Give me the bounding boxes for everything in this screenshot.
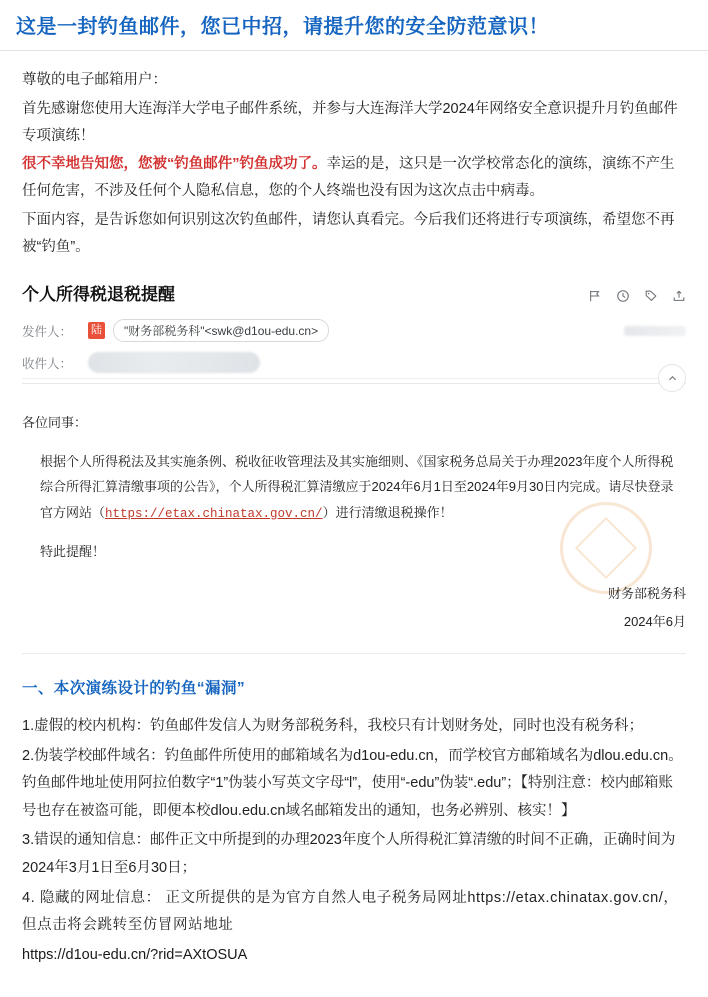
signature-date: 2024年6月 — [623, 613, 686, 629]
banner-title: 这是一封钓鱼邮件，您已中招，请提升您的安全防范意识！ — [16, 16, 549, 38]
export-icon[interactable] — [672, 289, 686, 303]
analysis-item-1: 1.虚假的校内机构：钓鱼邮件发信人为财务部税务科，我校只有计划财务处，同时也没有税务科； — [22, 718, 644, 735]
sender-label: 发件人： — [22, 324, 73, 339]
intro-line-3-rest: 幸运的是，这只是一次学校常态化的演练，演练不产生任何危害，不涉及任何个人隐私信息，您的个人终端也没有因为这次点击中病毒。 — [22, 156, 675, 200]
mail-row-sender — [22, 314, 686, 347]
tag-icon[interactable] — [644, 289, 658, 303]
analysis-section — [0, 654, 708, 997]
recipient-label: 收件人： — [22, 356, 73, 371]
sender-address-chip[interactable]: "财务部税务科"<swk@d1ou-edu.cn> — [113, 319, 329, 342]
intro-warning: 很不幸地告知您，您被“钓鱼邮件”钓鱼成功了。 — [22, 156, 327, 173]
flag-icon[interactable] — [588, 289, 602, 303]
intro-line-3 — [22, 151, 686, 205]
sender-meta-blurred — [624, 326, 686, 336]
avatar: 陆 — [88, 322, 105, 339]
mail-paragraph-1-a: 根据个人所得税法及其实施条例、税收征收管理法及其实施细则、《国家税务总局关于办理2023年度个人所得税综合所得汇算清缴事项的公告》，个人所得税汇算清缴应于2024年6月1日至2024年9月30日内完成。请尽快登录官方网站（ — [40, 453, 674, 520]
analysis-item-4: 4. 隐藏的网址信息： 正文所提供的是为官方自然人电子税务局网址https://etax.chinatax.gov.cn/，但点击将会跳转至仿冒网站地址 — [22, 889, 679, 934]
intro-section — [0, 51, 708, 267]
mail-card — [22, 279, 686, 385]
mail-signature — [22, 580, 686, 635]
recipient-address-blurred[interactable] — [88, 352, 260, 373]
intro-line-4: 下面内容，是告诉您如何识别这次钓鱼邮件，请您认真看完。今后我们还将进行专项演练，希望您不再被“钓鱼”。 — [22, 212, 675, 255]
mail-paragraph-1-b: ）进行清缴退税操作！ — [322, 504, 453, 520]
intro-line-2: 首先感谢您使用大连海洋大学电子邮件系统，并参与大连海洋大学2024年网络安全意识提升月钓鱼邮件专项演练！ — [22, 100, 678, 144]
signature-org: 财务部税务科 — [607, 586, 686, 602]
mail-subject: 个人所得税退税提醒 — [22, 284, 175, 304]
mail-row-recipient — [22, 347, 686, 378]
warning-banner — [0, 0, 708, 51]
clock-icon[interactable] — [616, 289, 630, 303]
analysis-item-3: 3.错误的通知信息：邮件正文中所提到的办理2023年度个人所得税汇算清缴的时间不正确，正确时间为2024年3月1日至6月30日； — [22, 832, 676, 876]
mail-body — [22, 410, 686, 653]
etax-link[interactable]: https://etax.chinatax.gov.cn/ — [105, 506, 323, 521]
intro-line-1: 尊敬的电子邮箱用户： — [22, 72, 167, 88]
mail-greeting: 各位同事： — [22, 415, 88, 431]
analysis-heading: 一、本次演练设计的钓鱼“漏洞” — [22, 679, 246, 697]
analysis-fake-url: https://d1ou-edu.cn/?rid=AXtOSUA — [22, 946, 248, 963]
mail-header — [22, 279, 686, 313]
analysis-item-2: 2.伪装学校邮件域名：钓鱼邮件所使用的邮箱域名为d1ou-edu.cn，而学校官方邮箱域名为dlou.edu.cn。钓鱼邮件地址使用阿拉伯数字“1”伪装小写英文字母“l”，使用“-edu”伪装“.edu”；【特别注意：校内邮箱账号也存在被盗可能，即便本校dlou.edu.cn域名邮箱发出的通知，也务必辨别、核实！】 — [22, 747, 683, 819]
mail-action-bar — [588, 283, 686, 303]
chevron-up-icon[interactable] — [658, 364, 686, 392]
mail-note: 特此提醒！ — [40, 543, 106, 559]
mail-meta-rows — [22, 312, 686, 379]
